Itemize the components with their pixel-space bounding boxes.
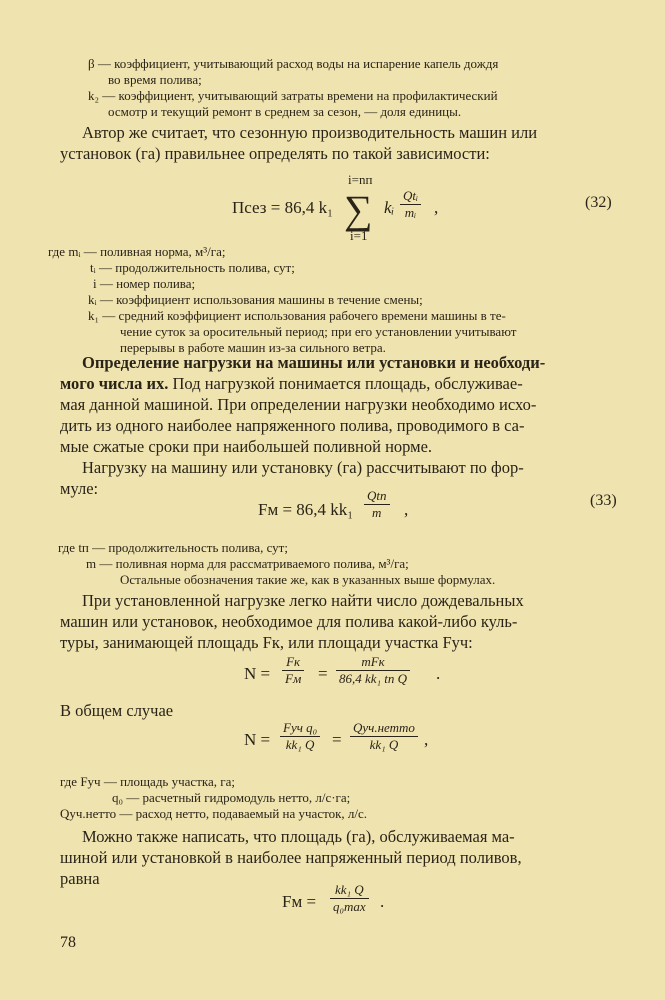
eqN1-fraction-1 bbox=[282, 654, 304, 687]
def-k1-cont-2: перерывы в работе машин из-за сильного ветра. bbox=[120, 340, 386, 355]
def-q0 bbox=[112, 790, 350, 806]
paragraph-6-line-1: Можно также написать, что площадь (га), обслуживаемая ма- bbox=[82, 827, 515, 846]
paragraph-2-line-4: дить из одного наиболее напряженного полива, проводимого в са- bbox=[60, 416, 525, 435]
summation-sign: ∑ bbox=[344, 187, 373, 232]
eq32-sum-bottom: i=1 bbox=[350, 228, 368, 243]
paragraph-6-line-3: равна bbox=[60, 869, 100, 888]
eqN1-denominator-1: Fм bbox=[285, 671, 302, 686]
def-ti bbox=[90, 260, 295, 276]
def-text: поливная норма, м³/га; bbox=[100, 244, 226, 259]
eq33-denominator: m bbox=[372, 505, 382, 520]
eqN2-numerator-2: Qуч.нетто bbox=[350, 720, 418, 737]
paragraph-4-line-2: машин или установок, необходимое для полива какой-либо куль- bbox=[60, 612, 518, 631]
def-mi bbox=[48, 244, 226, 260]
equation-number-32: (32) bbox=[585, 194, 612, 211]
eq33-lhs: Fм = 86,4 kk₁ bbox=[258, 500, 354, 519]
eqN2-denominator-2: kk₁ Q bbox=[369, 737, 399, 752]
eqN2-denominator-1: kk₁ Q bbox=[285, 737, 315, 752]
eqN2-equals: = bbox=[332, 730, 342, 749]
eqN1-equals: = bbox=[318, 664, 328, 683]
def-text: расход нетто, подаваемый на участок, л/с. bbox=[135, 806, 368, 821]
eqN1-dot: . bbox=[436, 664, 441, 683]
def-ki bbox=[88, 292, 423, 308]
def-m bbox=[86, 556, 409, 572]
eq32-denominator: mᵢ bbox=[404, 205, 417, 220]
def-symbol: где Fуч — bbox=[60, 774, 117, 789]
eqN1-fraction-2 bbox=[336, 654, 410, 687]
def-symbol: k₁ — bbox=[88, 308, 116, 323]
eq32-comma: , bbox=[434, 198, 439, 217]
paragraph-4-line-1: При установленной нагрузке легко найти число дождевальных bbox=[82, 591, 524, 610]
def-symbol: q₀ — bbox=[112, 790, 140, 805]
def-text: средний коэффициент использования рабочего времени машины в те- bbox=[118, 308, 506, 323]
def-k1-cont-1: чение суток за оросительный период; при его установлении учитывают bbox=[120, 324, 517, 339]
eqN1-numerator-2: mFк bbox=[336, 654, 410, 671]
eq33-fraction bbox=[364, 488, 390, 521]
def-others: Остальные обозначения такие же, как в указанных выше формулах. bbox=[120, 572, 496, 587]
eq32-sum-top: i=nп bbox=[348, 172, 373, 187]
eq33-comma: , bbox=[404, 500, 409, 519]
eqF-lhs: Fм = bbox=[282, 892, 317, 911]
def-text: поливная норма для рассматриваемого полива, м³/га; bbox=[115, 556, 409, 571]
section-heading-line-1: Определение нагрузки на машины или установки и необходи- bbox=[82, 353, 546, 372]
def-text: продолжительность полива, сут; bbox=[115, 260, 295, 275]
def-i bbox=[93, 276, 195, 292]
eqN1-lhs: N = bbox=[244, 664, 271, 683]
def-symbol: tᵢ — bbox=[90, 260, 112, 275]
def-k1 bbox=[88, 308, 628, 324]
def-symbol: k₂ — bbox=[88, 88, 116, 103]
eqF-numerator: kk₁ Q bbox=[330, 882, 369, 899]
eqF-denominator: q₀max bbox=[333, 899, 366, 914]
def-beta-cont: во время полива; bbox=[108, 72, 202, 87]
eqF-fraction bbox=[330, 882, 369, 915]
paragraph-2-text: Под нагрузкой понимается площадь, обслуживае- bbox=[168, 374, 523, 393]
def-k2-cont: осмотр и текущий ремонт в среднем за сезон, — доля единицы. bbox=[108, 104, 462, 119]
def-text: коэффициент, учитывающий расход воды на испарение капель дождя bbox=[114, 56, 499, 71]
eqN1-denominator-2: 86,4 kk₁ tп Q bbox=[339, 671, 408, 686]
eq32-fraction bbox=[400, 188, 421, 221]
def-beta bbox=[88, 56, 618, 72]
eq32-ki: kᵢ bbox=[384, 198, 395, 217]
paragraph-1-line-2: установок (га) правильнее определять по такой зависимости: bbox=[60, 144, 490, 163]
paragraph-6-line-2: шиной или установкой в наиболее напряженный период поливов, bbox=[60, 848, 522, 867]
def-symbol: Qуч.нетто — bbox=[60, 806, 133, 821]
def-tp bbox=[58, 540, 288, 556]
def-text: номер полива; bbox=[116, 276, 196, 291]
def-text: коэффициент использования машины в течение смены; bbox=[116, 292, 423, 307]
def-text: расчетный гидромодуль нетто, л/с·га; bbox=[142, 790, 351, 805]
paragraph-3-line-2: муле: bbox=[60, 479, 99, 498]
def-quch-netto bbox=[60, 806, 367, 822]
eq32-lhs: Псез = 86,4 k₁ bbox=[232, 198, 334, 217]
eq32-numerator: Qtᵢ bbox=[400, 188, 421, 205]
def-fuch bbox=[60, 774, 235, 790]
eqN2-fraction-2 bbox=[350, 720, 418, 753]
def-text: продолжительность полива, сут; bbox=[108, 540, 288, 555]
def-symbol: где mᵢ — bbox=[48, 244, 97, 259]
paragraph-2-line-5: мые сжатые сроки при наибольшей поливной норме. bbox=[60, 437, 433, 456]
paragraph-2-line-3: мая данной машиной. При определении нагрузки необходимо исхо- bbox=[60, 395, 537, 414]
eq33-numerator: Qtп bbox=[364, 488, 390, 505]
paragraph-3-line-1: Нагрузку на машину или установку (га) рассчитывают по фор- bbox=[82, 458, 524, 477]
paragraph-2-line-2 bbox=[60, 373, 630, 394]
paragraph-1-line-1: Автор же считает, что сезонную производительность машин или bbox=[82, 123, 538, 142]
paragraph-4-line-3: туры, занимающей площадь Fк, или площади участка Fуч: bbox=[60, 633, 473, 652]
eqN2-numerator-1: Fуч q₀ bbox=[280, 720, 320, 737]
def-symbol: i — bbox=[93, 276, 113, 291]
def-symbol: kᵢ — bbox=[88, 292, 113, 307]
equation-number-33: (33) bbox=[590, 492, 617, 509]
eqN1-numerator-1: Fк bbox=[282, 654, 304, 671]
eqF-dot: . bbox=[380, 892, 385, 911]
def-symbol: где tп — bbox=[58, 540, 106, 555]
def-symbol: β — bbox=[88, 56, 111, 71]
eqN2-lhs: N = bbox=[244, 730, 271, 749]
eqN2-fraction-1 bbox=[280, 720, 320, 753]
def-k2 bbox=[88, 88, 628, 104]
page-number: 78 bbox=[60, 934, 76, 951]
def-text: коэффициент, учитывающий затраты времени на профилактический bbox=[118, 88, 498, 103]
section-heading-line-2: мого числа их. bbox=[60, 374, 169, 393]
eqN2-comma: , bbox=[424, 730, 429, 749]
paragraph-5: В общем случае bbox=[60, 701, 174, 720]
def-symbol: m — bbox=[86, 556, 113, 571]
def-text: площадь участка, га; bbox=[120, 774, 235, 789]
